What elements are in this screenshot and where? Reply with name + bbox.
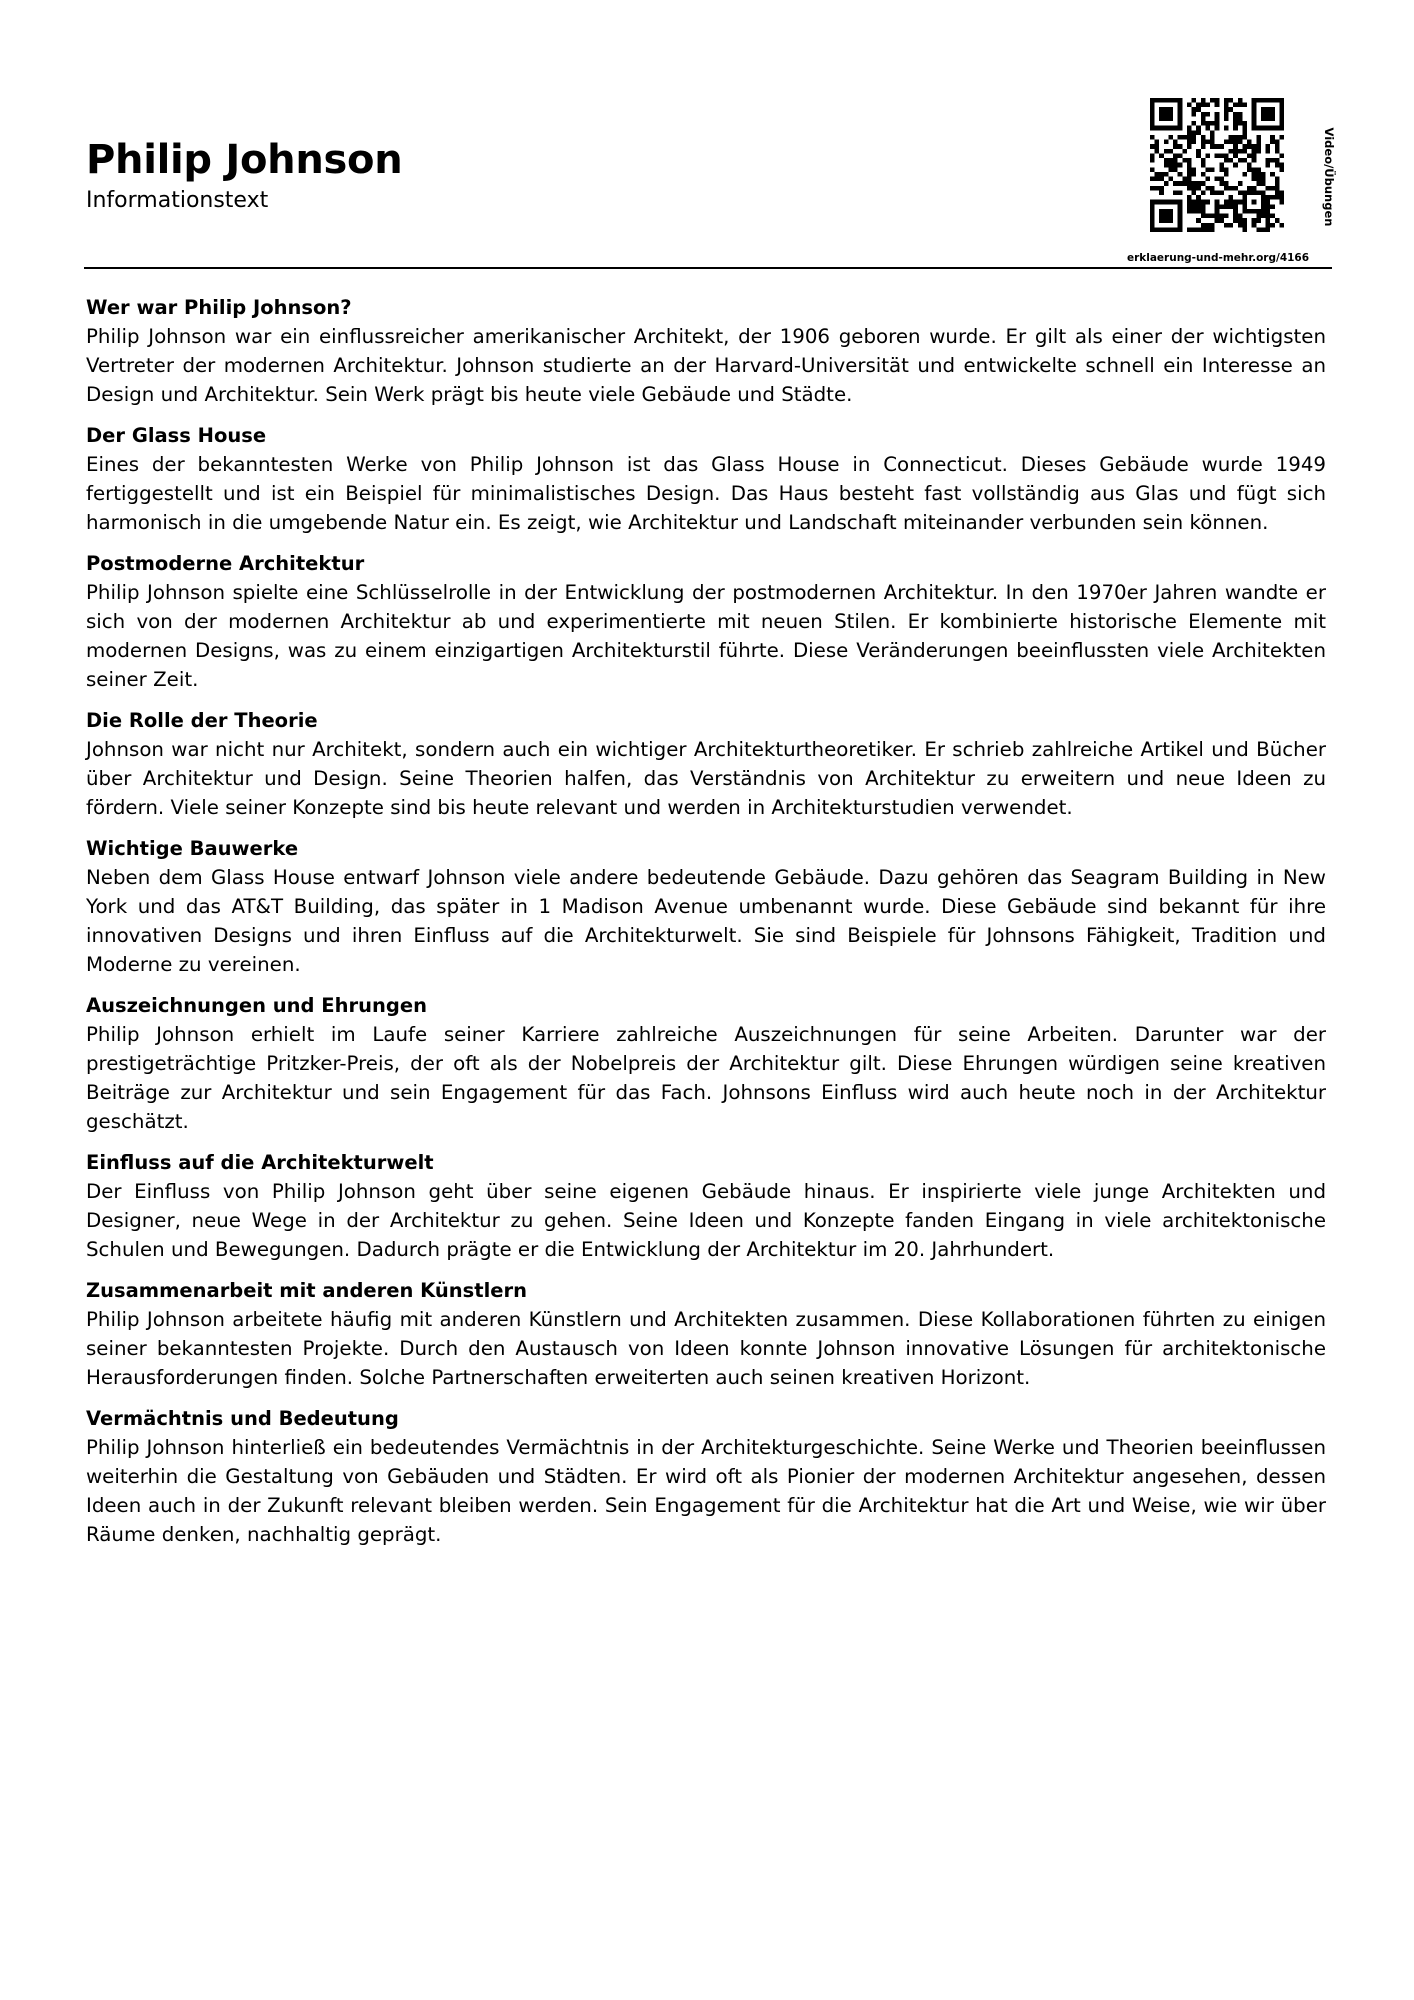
section	[86, 421, 1326, 537]
section	[86, 706, 1326, 822]
section-text: Philip Johnson erhielt im Laufe seiner Karriere zahlreiche Auszeichnungen für seine Arbeiten. Darunter war der prestigeträchtige Pritzker-Preis, der oft als der Nobelpreis der Architektur gilt. Diese Ehrungen würdigen seine kreativen Beiträge zur Architektur und sein Engagement für das Fach. Johnsons Einfluss wird auch heute noch in der Architektur geschätzt.	[86, 1023, 1326, 1133]
section-heading: Der Glass House	[86, 424, 267, 447]
section-heading: Postmoderne Architektur	[86, 552, 365, 575]
section	[86, 293, 1326, 409]
section-heading: Vermächtnis und Bedeutung	[86, 1407, 399, 1430]
section-text: Philip Johnson spielte eine Schlüsselrolle in der Entwicklung der postmodernen Architektur. In den 1970er Jahren wandte er sich von der modernen Architektur ab und experimentierte mit neuen Stilen. Er kombinierte historische Elemente mit modernen Designs, was zu einem einzigartigen Architekturstil führte. Diese Veränderungen beeinflussten viele Architekten seiner Zeit.	[86, 581, 1326, 691]
section-heading: Auszeichnungen und Ehrungen	[86, 994, 427, 1017]
page-header	[86, 136, 402, 216]
section-heading: Zusammenarbeit mit anderen Künstlern	[86, 1279, 528, 1302]
section	[86, 991, 1326, 1136]
section-text: Der Einfluss von Philip Johnson geht über seine eigenen Gebäude hinaus. Er inspirierte viele junge Architekten und Designer, neue Wege in der Architektur zu gehen. Seine Ideen und Konzepte fanden Eingang in viele architektonische Schulen und Bewegungen. Dadurch prägte er die Entwicklung der Architektur im 20. Jahrhundert.	[86, 1180, 1326, 1261]
qr-code-icon[interactable]	[1150, 98, 1284, 232]
video-exercises-text: Video/Übungen	[1322, 127, 1336, 227]
page-title: Philip Johnson	[86, 137, 403, 183]
section-heading: Wichtige Bauwerke	[86, 837, 299, 860]
section	[86, 549, 1326, 694]
page-subtitle: Informationstext	[86, 188, 269, 213]
section	[86, 1404, 1326, 1549]
section	[86, 1276, 1326, 1392]
section-heading: Die Rolle der Theorie	[86, 709, 318, 732]
section-text: Johnson war nicht nur Architekt, sondern auch ein wichtiger Architekturtheoretiker. Er schrieb zahlreiche Artikel und Bücher über Architektur und Design. Seine Theorien halfen, das Verständnis von Architektur zu erweitern und neue Ideen zu fördern. Viele seiner Konzepte sind bis heute relevant und werden in Architekturstudien verwendet.	[86, 738, 1326, 819]
document-body	[86, 293, 1326, 1561]
section-text: Philip Johnson war ein einflussreicher amerikanischer Architekt, der 1906 geboren wurde. Er gilt als einer der wichtigsten Vertreter der modernen Architektur. Johnson studierte an der Harvard-Universität und entwickelte schnell ein Interesse an Design und Architektur. Sein Werk prägt bis heute viele Gebäude und Städte.	[86, 325, 1326, 406]
section	[86, 1148, 1326, 1264]
video-exercises-label	[1318, 124, 1340, 230]
section-text: Philip Johnson arbeitete häufig mit anderen Künstlern und Architekten zusammen. Diese Kollaborationen führten zu einigen seiner bekanntesten Projekte. Durch den Austausch von Ideen konnte Johnson innovative Lösungen für architektonische Herausforderungen finden. Solche Partnerschaften erweiterten auch seinen kreativen Horizont.	[86, 1308, 1326, 1389]
section-heading: Einfluss auf die Architekturwelt	[86, 1151, 434, 1174]
section-text: Eines der bekanntesten Werke von Philip Johnson ist das Glass House in Connecticut. Dieses Gebäude wurde 1949 fertiggestellt und ist ein Beispiel für minimalistisches Design. Das Haus besteht fast vollständig aus Glas und fügt sich harmonisch in die umgebende Natur ein. Es zeigt, wie Architektur und Landschaft miteinander verbunden sein können.	[86, 453, 1326, 534]
section-heading: Wer war Philip Johnson?	[86, 296, 352, 319]
header-divider	[84, 267, 1332, 269]
section-text: Neben dem Glass House entwarf Johnson viele andere bedeutende Gebäude. Dazu gehören das Seagram Building in New York und das AT&T Building, das später in 1 Madison Avenue umbenannt wurde. Diese Gebäude sind bekannt für ihre innovativen Designs und ihren Einfluss auf die Architekturwelt. Sie sind Beispiele für Johnsons Fähigkeit, Tradition und Moderne zu vereinen.	[86, 866, 1326, 976]
section	[86, 834, 1326, 979]
qr-url-link[interactable]: erklaerung-und-mehr.org/4166	[1126, 252, 1310, 264]
section-text: Philip Johnson hinterließ ein bedeutendes Vermächtnis in der Architekturgeschichte. Seine Werke und Theorien beeinflussen weiterhin die Gestaltung von Gebäuden und Städten. Er wird oft als Pionier der modernen Architektur angesehen, dessen Ideen auch in der Zukunft relevant bleiben werden. Sein Engagement für die Architektur hat die Art und Weise, wie wir über Räume denken, nachhaltig geprägt.	[86, 1436, 1326, 1546]
